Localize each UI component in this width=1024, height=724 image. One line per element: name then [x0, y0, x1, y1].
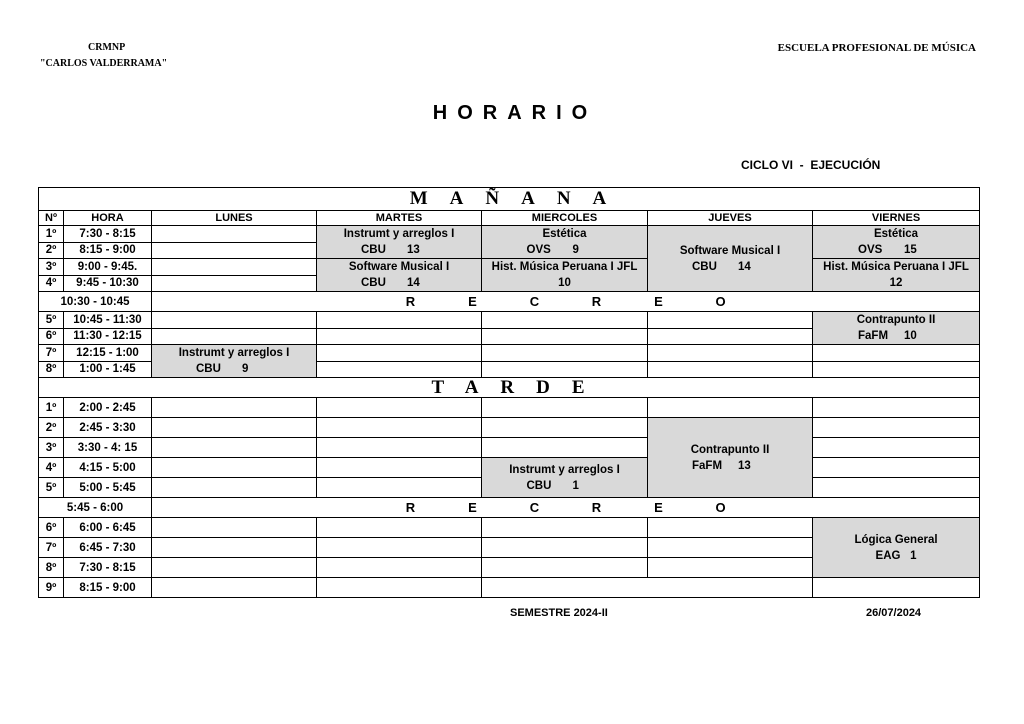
empty-cell	[813, 578, 980, 598]
teacher-code: OVS	[858, 244, 883, 256]
table-row	[39, 458, 980, 478]
row-time: 10:30 - 10:45	[39, 292, 152, 312]
empty-cell	[317, 328, 482, 345]
empty-cell	[482, 328, 648, 345]
empty-cell	[317, 458, 482, 478]
empty-cell	[648, 345, 813, 362]
classroom-number: 1	[910, 549, 917, 562]
table-row	[39, 226, 980, 243]
empty-cell	[813, 361, 980, 378]
empty-cell	[152, 418, 317, 438]
classroom-number: 9	[572, 244, 579, 256]
empty-cell	[317, 438, 482, 458]
empty-cell	[482, 398, 648, 418]
break-letter: C	[529, 499, 540, 515]
course-name: Contrapunto II	[690, 443, 770, 456]
empty-cell	[648, 328, 813, 345]
table-row	[39, 312, 980, 329]
row-time: 2:45 - 3:30	[64, 418, 152, 438]
empty-cell	[152, 578, 317, 598]
break-letter: E	[468, 293, 477, 309]
class-cell	[648, 226, 813, 292]
table-row	[39, 438, 980, 458]
date-label: 26/07/2024	[866, 607, 922, 619]
break-letter: R	[405, 293, 416, 309]
course-name: Estética	[542, 228, 587, 240]
course-name: Instrumt y arreglos I	[178, 347, 290, 359]
row-number: 1º	[39, 226, 64, 243]
course-name: Hist. Música Peruana I JFL	[823, 261, 969, 273]
teacher-code: CBU	[692, 260, 717, 273]
table-row	[39, 259, 980, 276]
cycle-label: CICLO VI - EJECUCIÓN	[741, 158, 881, 172]
break-row	[39, 498, 980, 518]
break-letter: O	[715, 293, 726, 309]
teacher-code: CBU	[361, 277, 386, 289]
classroom-number: 15	[904, 244, 917, 256]
row-time: 7:30 - 8:15	[64, 226, 152, 243]
empty-cell	[152, 242, 317, 259]
empty-cell	[152, 478, 317, 498]
table-row	[39, 578, 980, 598]
empty-cell	[648, 518, 813, 538]
course-name: Software Musical I	[679, 244, 781, 257]
row-time: 1:00 - 1:45	[64, 361, 152, 378]
break-label	[152, 498, 980, 518]
break-label	[152, 292, 980, 312]
morning-section-title: MAÑANA	[39, 188, 980, 211]
class-cell	[813, 518, 980, 578]
class-cell	[813, 312, 980, 345]
break-letter: E	[654, 293, 663, 309]
row-number: 1º	[39, 398, 64, 418]
class-cell	[482, 458, 648, 498]
classroom-number: 12	[889, 277, 903, 289]
empty-cell	[482, 438, 648, 458]
class-cell	[317, 259, 482, 292]
break-letter: E	[654, 499, 663, 515]
class-cell	[482, 226, 648, 259]
classroom-number: 10	[558, 277, 571, 289]
empty-cell	[317, 345, 482, 362]
break-letter: E	[468, 499, 477, 515]
row-time: 9:45 - 10:30	[64, 275, 152, 292]
row-time: 5:45 - 6:00	[39, 498, 152, 518]
row-time: 8:15 - 9:00	[64, 242, 152, 259]
row-time: 8:15 - 9:00	[64, 578, 152, 598]
empty-cell	[482, 578, 813, 598]
row-time: 7:30 - 8:15	[64, 558, 152, 578]
row-number: 6º	[39, 518, 64, 538]
teacher-code: FaFM	[692, 459, 723, 472]
empty-cell	[648, 558, 813, 578]
classroom-number: 13	[738, 459, 751, 472]
row-number: 7º	[39, 538, 64, 558]
institution-name: CRMNP	[88, 42, 126, 53]
empty-cell	[482, 361, 648, 378]
empty-cell	[152, 275, 317, 292]
empty-cell	[152, 226, 317, 243]
header-row	[39, 211, 980, 226]
row-number: 2º	[39, 242, 64, 259]
school-name: ESCUELA PROFESIONAL DE MÚSICA	[777, 42, 976, 54]
empty-cell	[482, 312, 648, 329]
empty-cell	[317, 558, 482, 578]
class-cell	[813, 226, 980, 259]
empty-cell	[152, 438, 317, 458]
break-letter: R	[591, 499, 602, 515]
empty-cell	[317, 361, 482, 378]
row-time: 3:30 - 4: 15	[64, 438, 152, 458]
classroom-number: 9	[242, 363, 249, 375]
row-number: 5º	[39, 312, 64, 329]
col-header-jueves: JUEVES	[648, 211, 813, 226]
empty-cell	[648, 312, 813, 329]
empty-cell	[317, 518, 482, 538]
class-cell	[813, 259, 980, 292]
class-cell	[648, 418, 813, 498]
break-letter: R	[405, 499, 416, 515]
row-number: 8º	[39, 558, 64, 578]
col-header-viernes: VIERNES	[813, 211, 980, 226]
empty-cell	[648, 361, 813, 378]
class-cell	[152, 345, 317, 378]
row-number: 2º	[39, 418, 64, 438]
row-time: 11:30 - 12:15	[64, 328, 152, 345]
teacher-code: CBU	[361, 244, 386, 256]
course-name: Software Musical I	[348, 261, 450, 273]
course-name: Instrumt y arreglos I	[509, 463, 620, 476]
course-name: Estética	[873, 228, 919, 240]
classroom-number: 13	[407, 244, 420, 256]
classroom-number: 10	[904, 330, 917, 342]
empty-cell	[813, 398, 980, 418]
row-number: 7º	[39, 345, 64, 362]
table-row	[39, 518, 980, 538]
row-time: 12:15 - 1:00	[64, 345, 152, 362]
row-time: 5:00 - 5:45	[64, 478, 152, 498]
course-name: Lógica General	[854, 533, 938, 546]
empty-cell	[482, 538, 648, 558]
break-row	[39, 292, 980, 312]
empty-cell	[813, 345, 980, 362]
teacher-code: CBU	[526, 479, 552, 492]
empty-cell	[482, 558, 648, 578]
semester-label: SEMESTRE 2024-II	[510, 607, 608, 619]
course-name: Instrumt y arreglos I	[343, 228, 455, 240]
empty-cell	[482, 345, 648, 362]
empty-cell	[317, 398, 482, 418]
row-time: 6:00 - 6:45	[64, 518, 152, 538]
row-time: 2:00 - 2:45	[64, 398, 152, 418]
empty-cell	[317, 418, 482, 438]
col-header-miercoles: MIERCOLES	[482, 211, 648, 226]
row-number: 4º	[39, 458, 64, 478]
row-number: 3º	[39, 259, 64, 276]
break-letter: C	[529, 293, 540, 309]
teacher-code: OVS	[526, 244, 551, 256]
col-header-n: Nº	[39, 211, 64, 226]
teacher-code: CBU	[196, 363, 221, 375]
empty-cell	[813, 438, 980, 458]
table-row	[39, 345, 980, 362]
row-number: 6º	[39, 328, 64, 345]
col-header-martes: MARTES	[317, 211, 482, 226]
empty-cell	[648, 398, 813, 418]
teacher-code: FaFM	[858, 330, 889, 342]
row-number: 5º	[39, 478, 64, 498]
empty-cell	[813, 418, 980, 438]
empty-cell	[648, 538, 813, 558]
classroom-number: 14	[738, 260, 751, 273]
institution-subname: "CARLOS VALDERRAMA"	[40, 58, 168, 69]
empty-cell	[317, 578, 482, 598]
row-time: 4:15 - 5:00	[64, 458, 152, 478]
empty-cell	[482, 418, 648, 438]
class-cell	[482, 259, 648, 292]
classroom-number: 1	[572, 479, 579, 492]
row-number: 3º	[39, 438, 64, 458]
row-number: 4º	[39, 275, 64, 292]
classroom-number: 14	[407, 277, 420, 289]
empty-cell	[482, 518, 648, 538]
break-letter: R	[591, 293, 602, 309]
table-row	[39, 418, 980, 438]
row-time: 9:00 - 9:45.	[64, 259, 152, 276]
empty-cell	[152, 328, 317, 345]
empty-cell	[813, 458, 980, 478]
empty-cell	[152, 458, 317, 478]
col-header-lunes: LUNES	[152, 211, 317, 226]
empty-cell	[152, 312, 317, 329]
table-row	[39, 398, 980, 418]
course-name: Contrapunto II	[856, 314, 936, 326]
empty-cell	[813, 478, 980, 498]
course-name: Hist. Música Peruana I JFL	[491, 261, 638, 273]
page-title: HORARIO	[432, 102, 598, 124]
empty-cell	[317, 538, 482, 558]
empty-cell	[152, 398, 317, 418]
class-cell	[317, 226, 482, 259]
row-time: 6:45 - 7:30	[64, 538, 152, 558]
break-letter: O	[715, 499, 726, 515]
row-number: 8º	[39, 361, 64, 378]
empty-cell	[152, 259, 317, 276]
empty-cell	[152, 558, 317, 578]
empty-cell	[152, 518, 317, 538]
afternoon-section-title: TARDE	[39, 378, 980, 398]
teacher-code: EAG	[875, 549, 901, 562]
row-number: 9º	[39, 578, 64, 598]
empty-cell	[317, 312, 482, 329]
schedule-table	[38, 187, 980, 598]
empty-cell	[152, 538, 317, 558]
row-time: 10:45 - 11:30	[64, 312, 152, 329]
col-header-hora: HORA	[64, 211, 152, 226]
empty-cell	[317, 478, 482, 498]
